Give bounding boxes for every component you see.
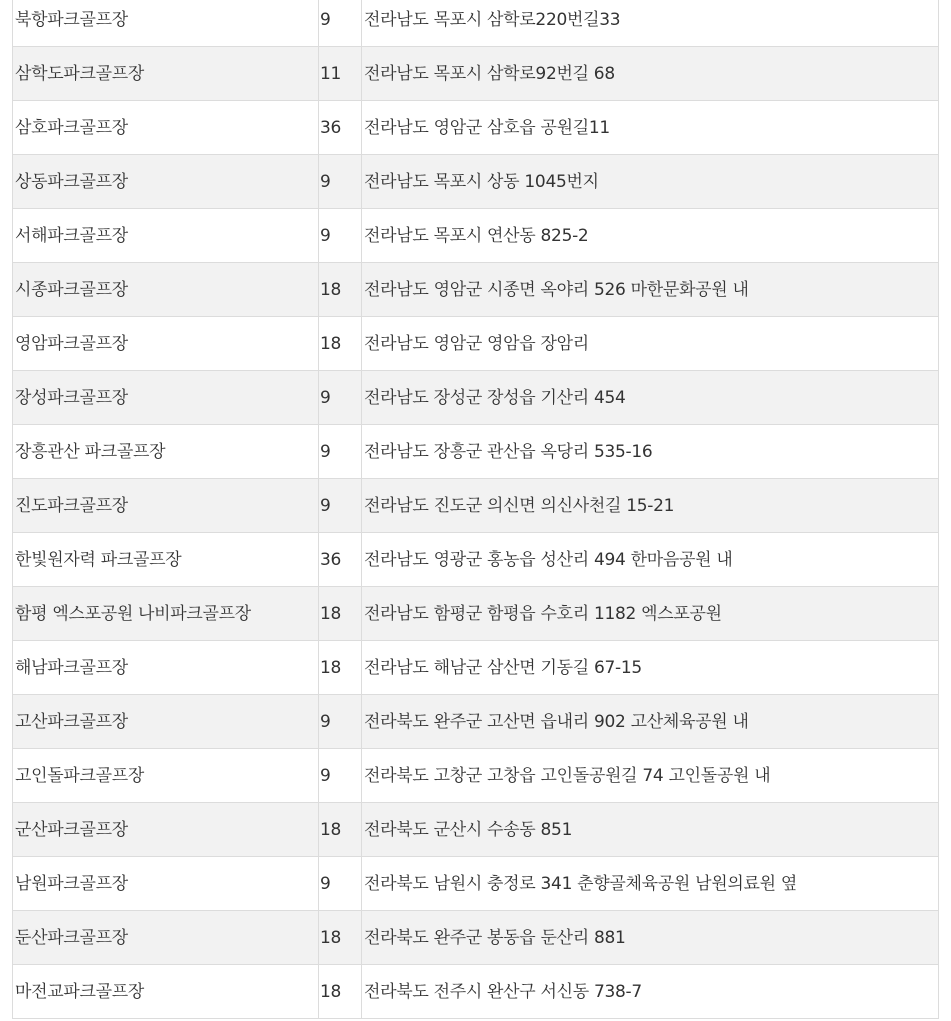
address-cell: 전라남도 장성군 장성읍 기산리 454	[362, 371, 939, 425]
address-cell: 전라남도 함평군 함평읍 수호리 1182 엑스포공원	[362, 587, 939, 641]
table-row	[13, 371, 939, 425]
course-name-cell: 서해파크골프장	[13, 209, 319, 263]
table-row	[13, 857, 939, 911]
address-cell: 전라북도 전주시 완산구 서신동 738-7	[362, 965, 939, 1019]
course-name-cell: 장흥관산 파크골프장	[13, 425, 319, 479]
course-name-cell: 함평 엑스포공원 나비파크골프장	[13, 587, 319, 641]
table-row	[13, 317, 939, 371]
address-cell: 전라북도 고창군 고창읍 고인돌공원길 74 고인돌공원 내	[362, 749, 939, 803]
holes-cell: 9	[319, 749, 362, 803]
holes-cell: 18	[319, 803, 362, 857]
table-row	[13, 47, 939, 101]
course-name-cell: 한빛원자력 파크골프장	[13, 533, 319, 587]
holes-cell: 9	[319, 479, 362, 533]
table-row	[13, 803, 939, 857]
course-name-cell: 마전교파크골프장	[13, 965, 319, 1019]
holes-cell: 18	[319, 641, 362, 695]
table-row	[13, 965, 939, 1019]
address-cell: 전라남도 목포시 삼학로92번길 68	[362, 47, 939, 101]
address-cell: 전라남도 영암군 영암읍 장암리	[362, 317, 939, 371]
address-cell: 전라북도 군산시 수송동 851	[362, 803, 939, 857]
holes-cell: 18	[319, 965, 362, 1019]
table-row	[13, 587, 939, 641]
table-row	[13, 911, 939, 965]
address-cell: 전라남도 목포시 상동 1045번지	[362, 155, 939, 209]
table-row	[13, 695, 939, 749]
table-row	[13, 209, 939, 263]
course-name-cell: 진도파크골프장	[13, 479, 319, 533]
park-golf-table	[12, 0, 939, 1019]
address-cell: 전라남도 장흥군 관산읍 옥당리 535-16	[362, 425, 939, 479]
holes-cell: 9	[319, 371, 362, 425]
course-name-cell: 둔산파크골프장	[13, 911, 319, 965]
holes-cell: 18	[319, 587, 362, 641]
table-row	[13, 479, 939, 533]
holes-cell: 18	[319, 911, 362, 965]
holes-cell: 9	[319, 857, 362, 911]
table-row	[13, 263, 939, 317]
holes-cell: 9	[319, 155, 362, 209]
address-cell: 전라북도 완주군 봉동읍 둔산리 881	[362, 911, 939, 965]
course-name-cell: 삼학도파크골프장	[13, 47, 319, 101]
course-name-cell: 시종파크골프장	[13, 263, 319, 317]
holes-cell: 11	[319, 47, 362, 101]
holes-cell: 18	[319, 317, 362, 371]
holes-cell: 9	[319, 425, 362, 479]
table-row	[13, 101, 939, 155]
holes-cell: 36	[319, 101, 362, 155]
address-cell: 전라남도 목포시 연산동 825-2	[362, 209, 939, 263]
address-cell: 전라남도 영광군 홍농읍 성산리 494 한마음공원 내	[362, 533, 939, 587]
address-cell: 전라남도 영암군 삼호읍 공원길11	[362, 101, 939, 155]
address-cell: 전라북도 완주군 고산면 읍내리 902 고산체육공원 내	[362, 695, 939, 749]
holes-cell: 36	[319, 533, 362, 587]
table-row	[13, 749, 939, 803]
course-name-cell: 고산파크골프장	[13, 695, 319, 749]
address-cell: 전라남도 해남군 삼산면 기동길 67-15	[362, 641, 939, 695]
table-row	[13, 155, 939, 209]
course-name-cell: 삼호파크골프장	[13, 101, 319, 155]
holes-cell: 18	[319, 263, 362, 317]
holes-cell: 9	[319, 0, 362, 47]
table-row	[13, 641, 939, 695]
address-cell: 전라북도 남원시 충정로 341 춘향골체육공원 남원의료원 옆	[362, 857, 939, 911]
address-cell: 전라남도 목포시 삼학로220번길33	[362, 0, 939, 47]
course-name-cell: 고인돌파크골프장	[13, 749, 319, 803]
course-name-cell: 상동파크골프장	[13, 155, 319, 209]
course-name-cell: 군산파크골프장	[13, 803, 319, 857]
course-name-cell: 남원파크골프장	[13, 857, 319, 911]
park-golf-table-container	[12, 0, 938, 1019]
table-row	[13, 425, 939, 479]
course-name-cell: 북항파크골프장	[13, 0, 319, 47]
holes-cell: 9	[319, 695, 362, 749]
table-row	[13, 0, 939, 47]
address-cell: 전라남도 영암군 시종면 옥야리 526 마한문화공원 내	[362, 263, 939, 317]
table-body	[13, 0, 939, 1019]
course-name-cell: 해남파크골프장	[13, 641, 319, 695]
course-name-cell: 장성파크골프장	[13, 371, 319, 425]
course-name-cell: 영암파크골프장	[13, 317, 319, 371]
table-row	[13, 533, 939, 587]
holes-cell: 9	[319, 209, 362, 263]
address-cell: 전라남도 진도군 의신면 의신사천길 15-21	[362, 479, 939, 533]
